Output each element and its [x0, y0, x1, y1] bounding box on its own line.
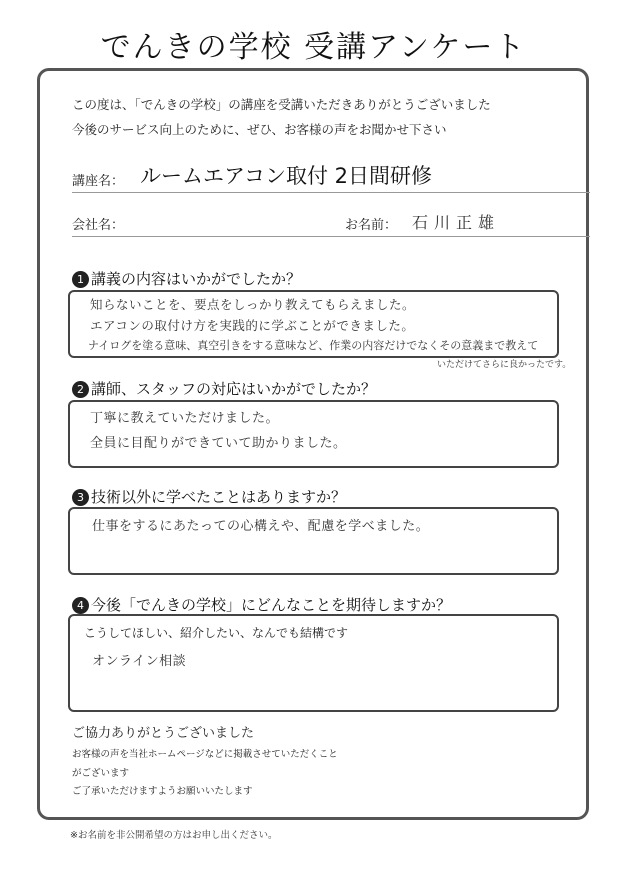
closing-note-1: お客様の声を当社ホームページなどに掲載させていただくこと: [72, 749, 338, 760]
name-label: お名前：: [345, 218, 398, 233]
course-label: 講座名：: [72, 174, 125, 189]
intro-line-2: 今後のサービス向上のために、ぜひ、お客様の声をお聞かせ下さい: [72, 122, 447, 137]
question-1-answer-line-2: エアコンの取付け方を実践的に学ぶことができました。: [90, 318, 415, 333]
intro-line-1: この度は、「でんきの学校」の講座を受講いただきありがとうございました: [72, 97, 491, 112]
question-number-badge: 1: [72, 271, 89, 288]
question-3-text: 技術以外に学べたことはありますか？: [91, 488, 347, 506]
page-title: でんきの学校 受講アンケート: [100, 30, 527, 65]
course-row: [72, 160, 590, 193]
closing-note-2: がございます: [72, 768, 130, 779]
question-1-heading: [72, 268, 301, 289]
question-4-answer-line-1: オンライン相談: [92, 654, 187, 669]
question-number-badge: 2: [72, 381, 89, 398]
name-value: 石川正雄: [412, 213, 501, 232]
question-3-answer-line-1: 仕事をするにあたっての心構えや、配慮を学べました。: [92, 519, 430, 534]
footnote: ※お名前を非公開希望の方はお申し出ください。: [70, 830, 278, 841]
closing-thanks: ご協力ありがとうございました: [72, 726, 255, 741]
question-1-text: 講義の内容はいかがでしたか？: [91, 270, 302, 288]
question-2-heading: [72, 378, 376, 399]
company-label: 会社名：: [72, 218, 125, 233]
question-4-text: 今後「でんきの学校」にどんなことを期待しますか？: [91, 596, 452, 614]
question-number-badge: 3: [72, 489, 89, 506]
closing-note-3: ご了承いただけますようお願いいたします: [72, 786, 253, 797]
question-1-answer-line-1: 知らないことを、要点をしっかり教えてもらえました。: [90, 297, 416, 312]
question-1-answer-line-3: ナイログを塗る意味、真空引きをする意味など、作業の内容だけでなくその意義まで教えて: [88, 339, 539, 352]
question-3-heading: [72, 486, 346, 507]
question-4-heading: [72, 594, 451, 615]
question-2-text: 講師、スタッフの対応はいかがでしたか？: [91, 380, 377, 398]
question-2-answer-line-1: 丁寧に教えていただけました。: [90, 411, 280, 426]
attendee-row: [72, 210, 590, 237]
question-1-answer-line-4: いただけてさらに良かったです。: [437, 360, 572, 370]
question-number-badge: 4: [72, 597, 89, 614]
question-2-answer-line-2: 全員に目配りができていて助かりました。: [90, 436, 347, 451]
course-value: ルームエアコン取付 2日間研修: [140, 164, 432, 188]
question-4-hint: こうしてほしい、紹介したい、なんでも結構です: [84, 626, 349, 640]
intro-text: [72, 92, 572, 142]
